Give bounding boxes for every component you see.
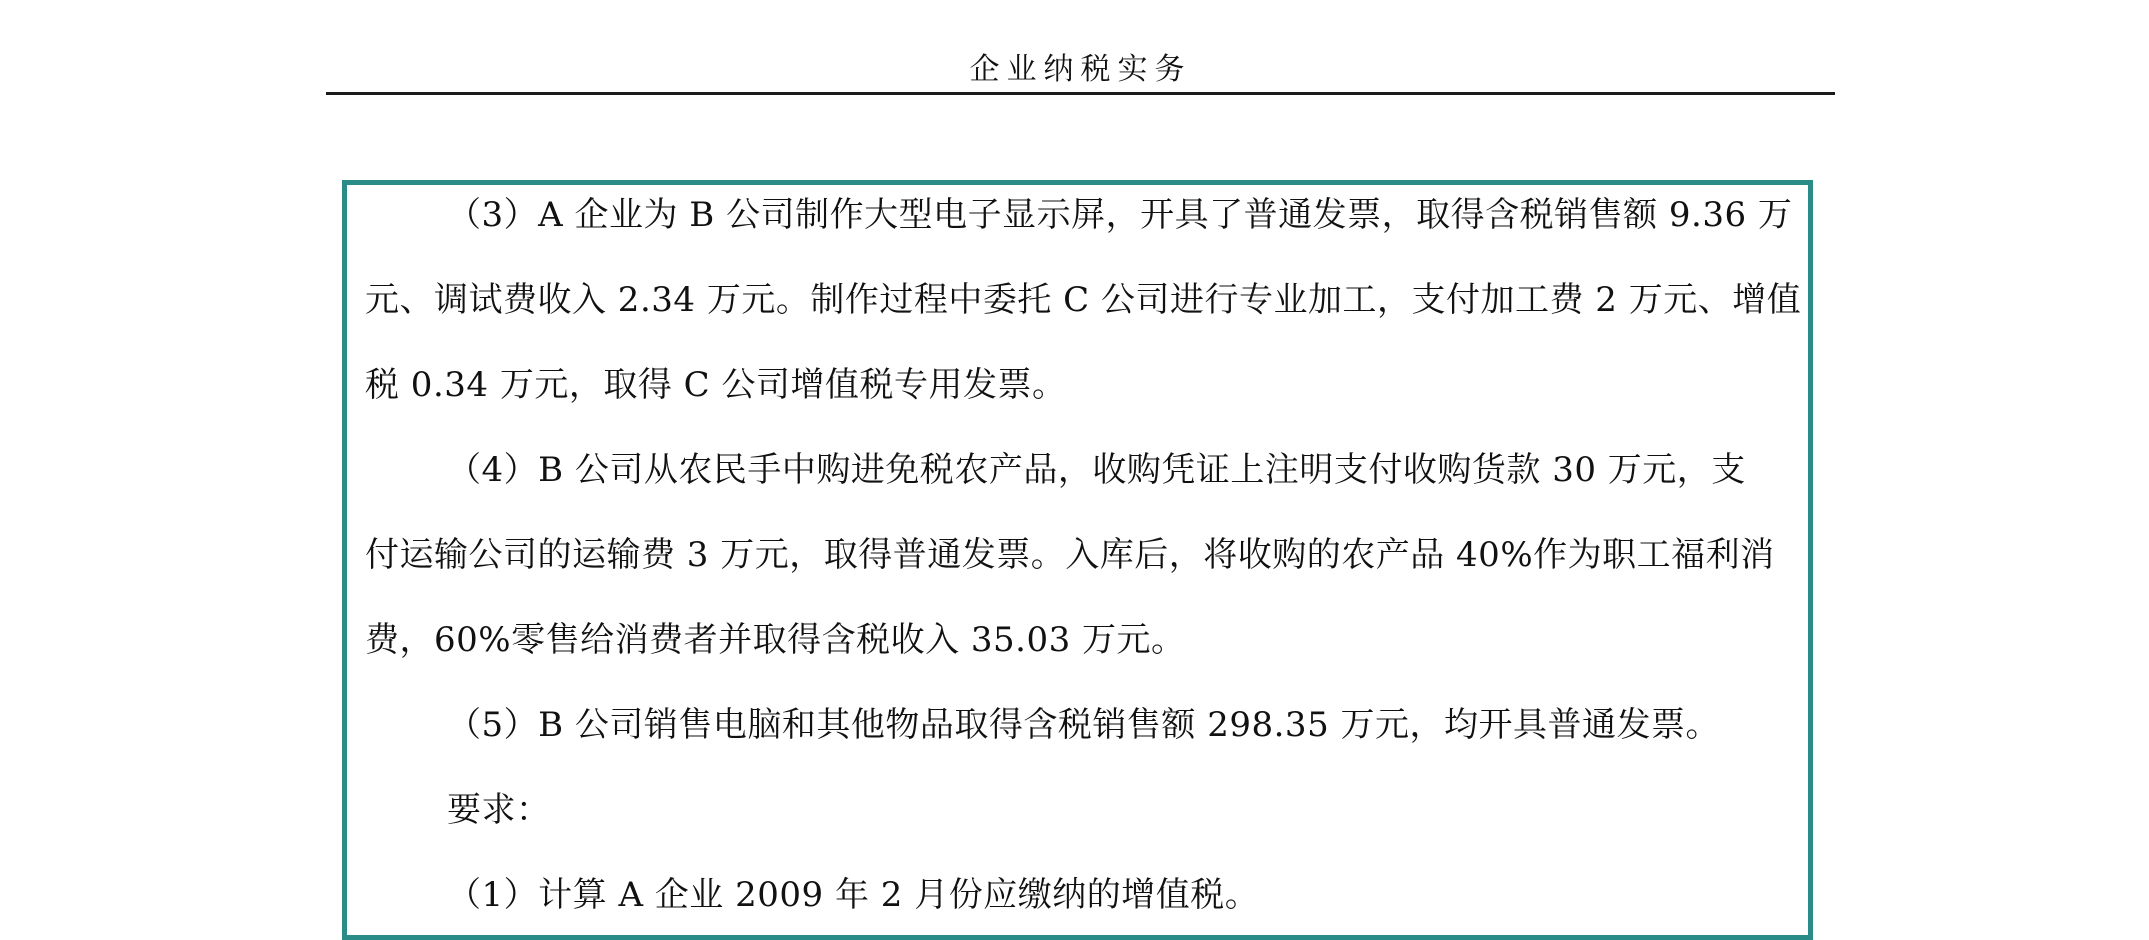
body-line-item5: （5）B 公司销售电脑和其他物品取得含税销售额 298.35 万元，均开具普通发票。 <box>447 705 1721 745</box>
body-line-item4-part2: 付运输公司的运输费 3 万元，取得普通发票。入库后，将收购的农产品 40%作为职工福利消 <box>365 535 1775 575</box>
page-header <box>326 40 1835 95</box>
body-line-item3-part2: 元、调试费收入 2.34 万元。制作过程中委托 C 公司进行专业加工，支付加工费 2 万元、增值 <box>365 280 1802 320</box>
body-line-item3-part3: 税 0.34 万元，取得 C 公司增值税专用发票。 <box>365 365 1067 405</box>
body-line-item4-part1: （4）B 公司从农民手中购进免税农产品，收购凭证上注明支付收购货款 30 万元，支 <box>447 450 1746 490</box>
requirements-heading: 要求： <box>447 790 551 830</box>
question-content-box <box>342 180 1813 940</box>
body-line-item4-part3: 费，60%零售给消费者并取得含税收入 35.03 万元。 <box>365 620 1186 660</box>
page-header-title: 企业纳税实务 <box>969 52 1192 87</box>
requirement-item1: （1）计算 A 企业 2009 年 2 月份应缴纳的增值税。 <box>447 875 1260 915</box>
body-line-item3-part1: （3）A 企业为 B 公司制作大型电子显示屏，开具了普通发票，取得含税销售额 9.36 万 <box>447 195 1793 235</box>
